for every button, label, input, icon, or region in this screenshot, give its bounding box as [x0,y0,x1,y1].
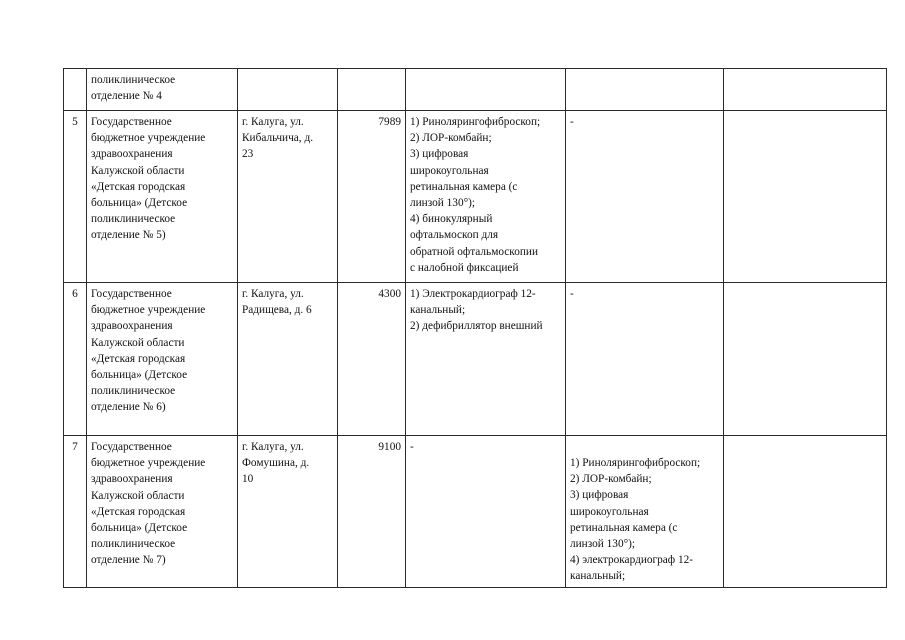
table-body [64,69,887,588]
col6-line: ретинальная камера (с [570,521,678,534]
col6-line: 3) цифровая [570,489,629,502]
name-line: Калужской области [91,164,185,177]
address-line: Кибальчича, д. [242,132,314,145]
col6-line: - [570,288,574,300]
cell-value [338,436,406,588]
table-row [64,111,887,283]
address-line: г. Калуга, ул. [242,116,304,128]
cell-value [338,283,406,436]
name-line: отделение № 6) [91,401,166,414]
table-row [64,436,887,588]
cell-col7 [724,111,887,283]
equipment-line: 1) Ринолярингофиброскоп; [410,116,541,128]
row-number: 5 [72,116,78,128]
name-line: больница» (Детское [91,197,188,210]
equipment-line: - [410,441,414,453]
equipment-line: широкоугольная [410,164,489,177]
name-line: Государственное [91,288,172,300]
cell-address [238,283,338,436]
cell-name [87,436,238,588]
cell-address [238,111,338,283]
equipment-line: офтальмоскоп для [410,229,499,242]
equipment-line: 3) цифровая [410,148,469,161]
col6-line: 2) ЛОР-комбайн; [570,473,652,486]
cell-num [64,436,87,588]
name-line: Государственное [91,116,172,128]
name-line: Калужской области [91,336,185,349]
name-line: «Детская городская [91,352,186,365]
address-line: г. Калуга, ул. [242,288,304,300]
cell-col7 [724,283,887,436]
equipment-line: 4) бинокулярный [410,213,493,226]
table-row [64,283,887,436]
name-line: поликлиническое [91,385,176,398]
col6-line: 1) Ринолярингофиброскоп; [570,457,701,469]
value-number: 4300 [378,288,401,300]
name-line: здравоохранения [91,148,173,161]
name-line: больница» (Детское [91,522,188,535]
address-line: Фомушина, д. [242,457,310,470]
name-line: Калужской области [91,489,185,502]
equipment-line: 2) дефибриллятор внешний [410,320,543,333]
name-line: бюджетное учреждение [91,457,206,470]
continuation-row [64,69,887,111]
equipment-line: 2) ЛОР-комбайн; [410,132,492,145]
name-line: отделение № 7) [91,554,166,567]
value-number: 9100 [378,441,401,453]
cell-num [64,111,87,283]
cell-equipment [406,111,566,283]
cell-num [64,69,87,111]
name-line: поликлиническое [91,538,176,551]
address-line: Радищева, д. 6 [242,304,312,317]
col6-line: линзой 130°); [570,538,636,551]
cell-value [338,111,406,283]
value-number: 7989 [378,116,401,128]
address-line: г. Калуга, ул. [242,441,304,453]
row-number: 7 [72,441,78,453]
equipment-line: 1) Электрокардиограф 12- [410,288,536,300]
equipment-line: ретинальная камера (с [410,180,518,193]
equipment-line: обратной офтальмоскопии [410,245,539,258]
name-line: Государственное [91,441,172,453]
name-line: здравоохранения [91,473,173,486]
equipment-line: канальный; [410,304,466,317]
cell-col6 [566,111,724,283]
cell-equipment [406,283,566,436]
cell-num [64,283,87,436]
cell-col6 [566,283,724,436]
cell-equipment [406,436,566,588]
cell-col7 [724,69,887,111]
cell-col6 [566,69,724,111]
cell-name [87,111,238,283]
col6-line: широкоугольная [570,505,649,518]
col6-line: - [570,116,574,128]
name-line: поликлиническое [91,213,176,226]
equipment-line: линзой 130°); [410,197,476,210]
row-number: 6 [72,288,78,300]
cell-address [238,69,338,111]
equipment-line: с налобной фиксацией [410,261,519,274]
cell-equipment [406,69,566,111]
name-line: больница» (Детское [91,369,188,382]
name-line: «Детская городская [91,505,186,518]
cell-value [338,69,406,111]
name-line: бюджетное учреждение [91,304,206,317]
address-line: 23 [242,148,254,161]
col6-line [570,439,719,455]
name-line: отделение № 5) [91,229,166,242]
cell-col6 [566,436,724,588]
cell-address [238,436,338,588]
name-line: отделение № 4 [91,90,162,103]
equipment-table [63,68,887,588]
name-line: здравоохранения [91,320,173,333]
col6-line: 4) электрокардиограф 12- [570,554,694,567]
name-line: бюджетное учреждение [91,132,206,145]
name-line: «Детская городская [91,180,186,193]
cell-name [87,283,238,436]
cell-col7 [724,436,887,588]
address-line: 10 [242,473,254,486]
cell-name [87,69,238,111]
col6-line: канальный; [570,570,626,583]
name-line: поликлиническое [91,74,176,86]
